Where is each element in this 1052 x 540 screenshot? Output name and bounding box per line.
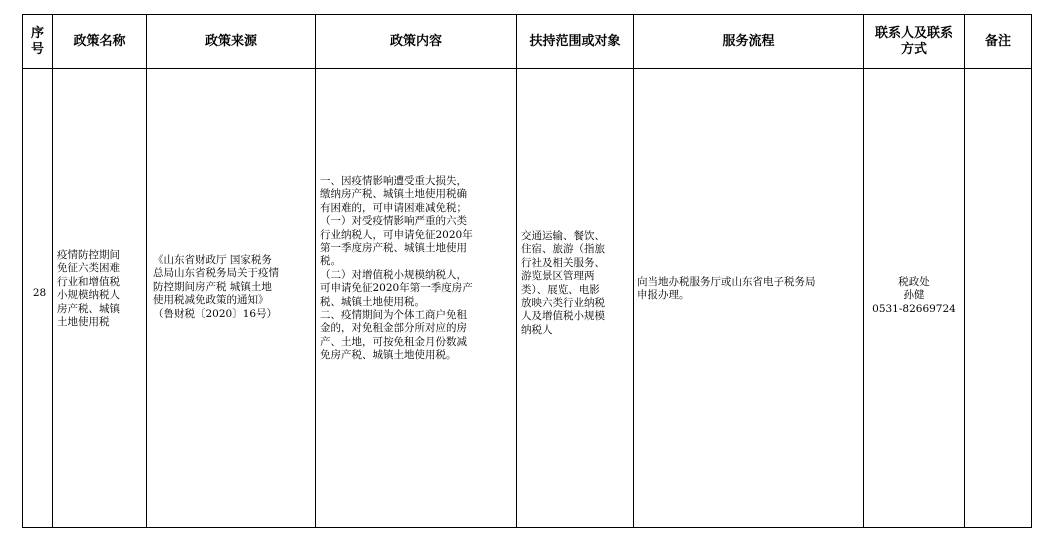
header-remarks: 备注 bbox=[965, 15, 1032, 69]
policy-table bbox=[22, 14, 1032, 528]
cell-index bbox=[23, 69, 53, 528]
cell-remarks bbox=[965, 69, 1032, 528]
row-index: 28 bbox=[32, 287, 47, 299]
cell-policy-source bbox=[147, 69, 316, 528]
header-index: 序 号 bbox=[23, 15, 53, 69]
header-policy-content: 政策内容 bbox=[316, 15, 517, 69]
policy-name-text: 疫情防控期间 免征六类困难 行业和增值税 小规模纳税人 房产税、城镇 土地使用税 bbox=[57, 249, 120, 329]
policy-content-text: 一、因疫情影响遭受重大损失， 缴纳房产税、城镇土地使用税确 有困难的，可申请困难减免税； （一）对受疫情影响严重的六类 行业纳税人，可申请免征2020年 第一季度房产税、城镇土地使用 税。 （二）对增值税小规模纳税人， 可申请免征2020年第一季度房产 税、城镇土地使用税。 二、疫情期间为个体工商户免租 金的，对免租金部分所对应的房 产、土地，可按免租金月份数减 免房产税、城镇土地使用税。 bbox=[320, 175, 473, 362]
cell-scope bbox=[517, 69, 634, 528]
header-policy-name: 政策名称 bbox=[53, 15, 147, 69]
header-contact: 联系人及联系 方式 bbox=[864, 15, 965, 69]
scope-text: 交通运输、餐饮、 住宿、旅游（指旅 行社及相关服务、 游览景区管理两 类）、展览、电影 放映六类行业纳税 人及增值税小规模 纳税人 bbox=[521, 230, 605, 336]
header-row bbox=[23, 15, 1032, 69]
cell-policy-name bbox=[53, 69, 147, 528]
header-policy-source: 政策来源 bbox=[147, 15, 316, 69]
service-flow-text: 向当地办税服务厅或山东省电子税务局 申报办理。 bbox=[637, 276, 816, 302]
header-service-flow: 服务流程 bbox=[634, 15, 864, 69]
cell-contact bbox=[864, 69, 965, 528]
cell-service-flow bbox=[634, 69, 864, 528]
cell-policy-content bbox=[316, 69, 517, 528]
contact-text: 税政处 孙健 0531-82669724 bbox=[872, 276, 956, 315]
table-row bbox=[23, 69, 1032, 528]
policy-source-text: 《山东省财政厅 国家税务 总局山东省税务局关于疫情 防控期间房产税 城镇土地 使用税减免政策的通知》 （鲁财税〔2020〕16号） bbox=[153, 254, 279, 320]
header-scope: 扶持范围或对象 bbox=[517, 15, 634, 69]
